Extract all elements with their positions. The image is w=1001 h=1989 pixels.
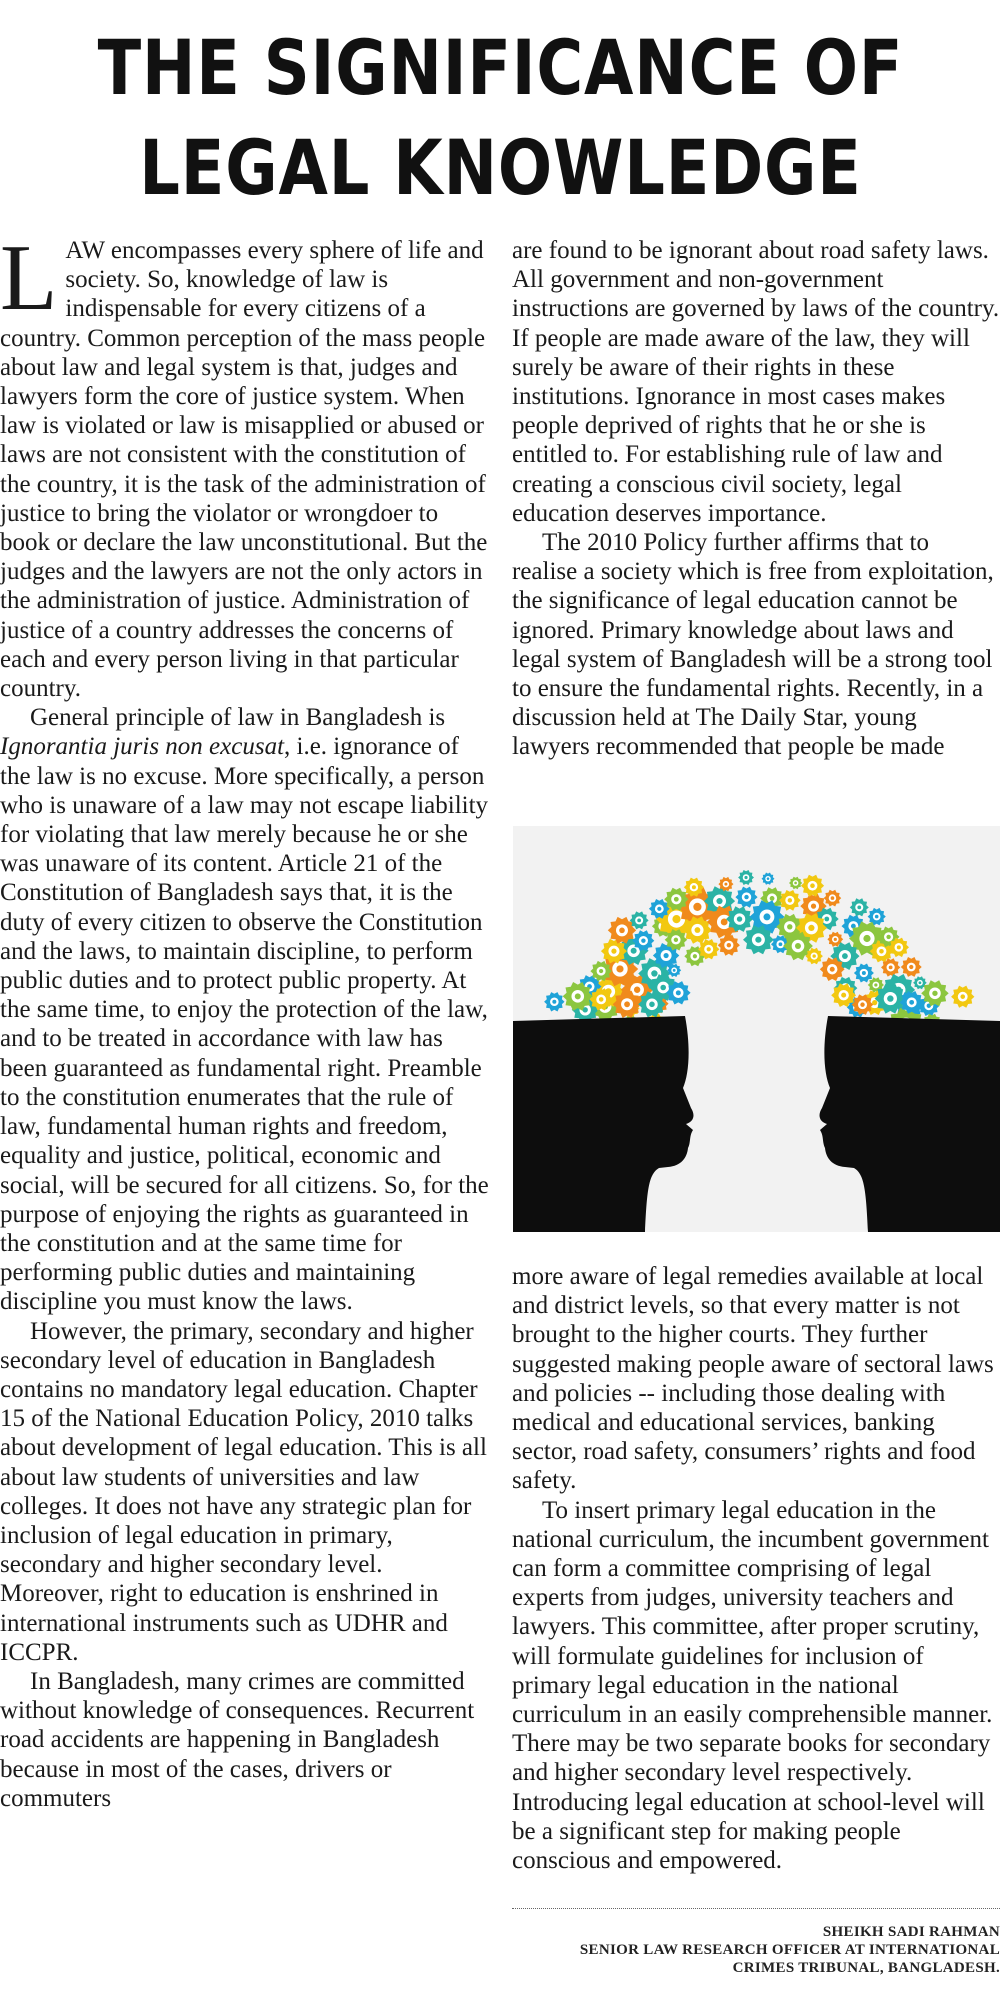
article-column-right-top (512, 236, 1000, 762)
paragraph-4: In Bangladesh, many crimes are committed without knowledge of consequences. Recurrent road accidents are happening in Bangladesh because in most of the cases, drivers or commuters (0, 1667, 475, 1812)
author-byline (512, 1908, 1000, 1977)
paragraph-6: The 2010 Policy further affirms that to realise a society which is free from exploitation, the significance of legal education cannot be ignored. Primary knowledge about laws and legal system of Bangladesh will be a strong tool to ensure the fundamental rights. Recently, in a discussion held at The Daily Star, young lawyers recommended that people be made (512, 529, 994, 761)
gear-icon (868, 908, 886, 925)
paragraph-8: To insert primary legal education in the national curriculum, the incumbent government can form a committee comprising of legal experts from judges, university teachers and lawyers. This committee, after proper scrutiny, will formulate guidelines for inclusion of primary legal education in the national curriculum in an easily comprehensible manner. There may be two separate books for secondary and higher secondary level respectively. Introducing legal education at school-level will be a significant step for making people conscious and empowered. (512, 1496, 993, 1875)
headline (80, 18, 921, 218)
gear-icon (544, 992, 564, 1011)
gear-icon (824, 890, 842, 907)
paragraph-2-text-a: General principle of law in Bangladesh is (30, 704, 446, 732)
gear-icon (850, 898, 869, 916)
drop-cap: L (0, 226, 58, 330)
author-name: SHEIKH SADI RAHMAN (822, 1924, 1000, 1940)
gear-icon (735, 887, 757, 908)
gear-icon (901, 957, 922, 977)
gear-icon (789, 877, 802, 890)
illustration-heads-gears (513, 826, 1000, 1232)
headline-line-1: THE SIGNIFICANCE OF (97, 23, 904, 112)
gear-icon (779, 890, 801, 911)
gear-icon (951, 986, 974, 1008)
gear-icon (801, 875, 824, 897)
paragraph-2 (0, 703, 490, 1316)
author-role-line-1: SENIOR LAW RESEARCH OFFICER AT INTERNATIONAL (579, 1942, 1000, 1958)
article-column-right-bottom (512, 1262, 1000, 1875)
paragraph-1 (0, 226, 490, 703)
two-heads-gears-icon (513, 826, 1000, 1232)
paragraph-3: However, the primary, secondary and higher secondary level of education in Bangladesh contains no mandatory legal education. Chapter 15 of the National Education Policy, 2010 talks about development of legal education. This is all about law students of universities and law colleges. It does not have any strategic plan for inclusion of legal education in primary, secondary and higher secondary level. Moreover, right to education is enshrined in international instruments such as UDHR and ICCPR. (0, 1317, 487, 1666)
gear-icon (718, 935, 740, 956)
latin-maxim: Ignorantia juris non excusat (0, 733, 285, 761)
left-head-silhouette (513, 1016, 693, 1232)
paragraph-1-text: AW encompasses every sphere of life and society. So, knowledge of law is indispensable for every citizens of a country. Common perception of the mass people about law and legal system is that, judges and lawyers form the core of justice system. When law is violated or law is misapplied or abused or laws are not consistent with the constitution of the country, it is the task of the administration of justice to bring the violator or wrongdoer to book or declare the law unconstitutional. But the judges and the lawyers are not the only actors in the administration of justice. Administration of justice of a country addresses the concerns of each and every person living in that particular country. (0, 237, 488, 703)
gear-icon (738, 870, 754, 885)
gear-icon (854, 964, 874, 983)
article-column-left (0, 226, 490, 1813)
paragraph-5: are found to be ignorant about road safety laws. All government and non-government instructions are governed by laws of the country. If people are made aware of the law, they will surely be aware of their rights in these institutions. Ignorance in most cases makes people deprived of rights that he or she is entitled to. For establishing rule of law and creating a conscious civil society, legal education deserves importance. (512, 237, 1000, 527)
paragraph-7: more aware of legal remedies available at local and district levels, so that every matter is not brought to the higher courts. They further suggested making people aware of sectoral laws and policies -- including those dealing with medical and educational services, banking sector, road safety, consumers’ rights and food safety. (512, 1263, 994, 1495)
headline-line-2: LEGAL KNOWLEDGE (139, 123, 862, 212)
right-head-silhouette (820, 1016, 1000, 1232)
paragraph-2-text-b: , i.e. ignorance of the law is no excuse. More specifically, a person who is unaware of a law may not escape liability for violating that law merely because he or she was unaware of its content. Article 21 of the Constitution of Bangladesh says that, it is the duty of every citizen to observe the Constitution and the laws, to maintain discipline, to perform public duties and to protect public property. At the same time, to enjoy the protection of the law, and to be treated in accordance with law has been guaranteed as fundamental right. Preamble to the constitution enumerates that the rule of law, fundamental human rights and freedom, equality and justice, political, economic and social, will be secured for all citizens. So, for the purpose of enjoying the rights as guaranteed in the constitution and at the same time for performing public duties and maintaining discipline you must know the laws. (0, 733, 489, 1316)
author-role-line-2: CRIMES TRIBUNAL, BANGLADESH. (732, 1960, 1000, 1976)
gear-icon (762, 873, 775, 885)
